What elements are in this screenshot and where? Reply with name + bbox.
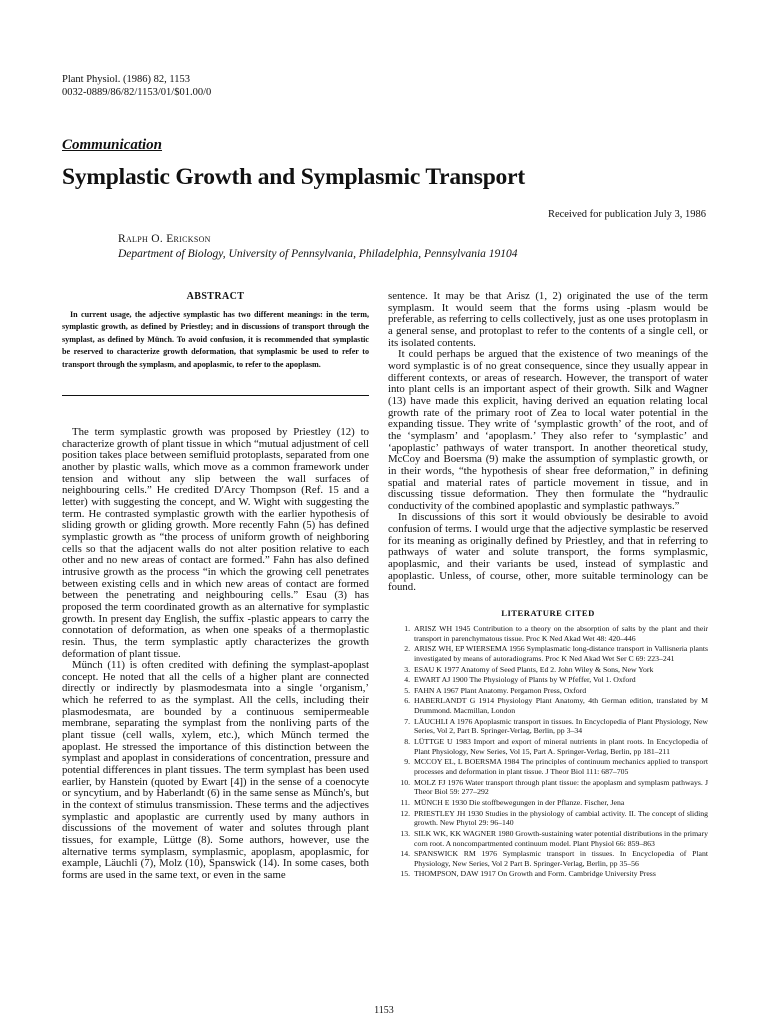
abstract-divider	[62, 395, 369, 396]
reference-item: 13. SILK WK, KK WAGNER 1980 Growth-sustaining water potential distributions in the primary corn root. A noncompartmented continuum model. Plant Physiol 66: 859–863	[400, 828, 708, 848]
reference-item: 3. ESAU K 1977 Anatomy of Seed Plants, Ed 2. John Wiley & Sons, New York	[404, 664, 654, 674]
left-body	[62, 427, 369, 882]
literature-heading: LITERATURE CITED	[501, 608, 595, 619]
received-date: Received for publication July 3, 1986	[547, 209, 706, 220]
abstract-heading: ABSTRACT	[186, 291, 245, 302]
body-paragraph: Münch (11) is often credited with defining the symplast-apoplast concept. He noted that all the cells of a higher plant are connected directly or indirectly by plasmodesmata into a single ‘organism,’ which he referred to as the symplast. All the cells, including their plasmodesmata, are bounded by a continuous semipermeable membrane, separating the symplast from the nonliving parts of the plant tissue (cell walls, xylem, etc.), which Münch termed the apoplast. He stressed the importance of this distinction between the symplast and apoplast in considerations of concentration, pressure and potential differences in plant tissues. The term symplast has been used earlier, by Hanstein (quoted by Ewart [4]) in the sense of a coenocyte or syncytium, and by Haberlandt (6) in the same sense as Münch's, but in the context of stimulus transmission. These terms and the adjectives symplastic and apoplastic are currently used by many authors in discussions of the movement of water and solutes through plant tissues, for example, Lüttge (8). Some authors, however, use the alternative terms symplasm, symplasmic, apoplasm, apoplasmic, for example, Läuchli (7), Molz (10), Spanswick (14). In some cases, both forms are used in the same text, or even in the same	[62, 659, 369, 881]
reference-item: 1. ARISZ WH 1945 Contribution to a theory on the absorption of salts by the plant and their transport in parenchymatous tissue. Proc K Ned Akad Wet 48: 420–446	[404, 624, 708, 643]
abstract-text: In current usage, the adjective symplastic has two different meanings: in the term, symplastic growth, as defined by Priestley; and in discussions of transport through the symplast, as defined by Münch. To avoid confusion, it is recommended that symplastic be reserved to characterize growth deformation, that symplasmic be used to refer to transport through the symplasm, and apoplasmic, to refer to the apoplasm.	[62, 310, 369, 369]
reference-item: 12. PRIESTLEY JH 1930 Studies in the physiology of cambial activity. II. The concept of sliding growth. New Phytol 29: 96–140	[400, 808, 708, 828]
body-paragraph: It could perhaps be argued that the existence of two meanings of the word symplastic is of no great consequence, since they usually appear in different contexts, or areas of research. However, the transport of water into plant cells is an important aspect of their growth. Silk and Wagner (13) have made this explicit, having derived an equation relating local growth rate of the primary root of Zea to local water potential in the expanding tissue. They write of ‘symplastic growth’ of the root, and of the ‘symplasm’ and ‘apoplasm.’ They also refer to ‘symplastic’ and ‘apoplastic’ pathways of water transport. In another theoretical study, McCoy and Boersma (9) make the assumption of symplastic growth, or in their words, “the hypothesis of shear free deformation,” in defining spatial and material rates of particle movement in tissue, and in discussing tissue deformation. They then formulate the “hydraulic conductivity of the combined apoplastic and symplastic pathways.”	[388, 348, 708, 512]
page-number: 1153	[374, 1005, 394, 1016]
reference-item: 2. ARISZ WH, EP WIERSEMA 1956 Symplasmatic long-distance transport in Vallisneria plants investigated by means of autoradiograms. Proc K Ned Akad Wet Ser C 69: 223–241	[404, 644, 708, 664]
body-paragraph: In discussions of this sort it would obviously be desirable to avoid confusion of terms. I would urge that the adjective symplastic be reserved for its meaning as originally defined by Priestley, and that in referring to pathways of water and solute transport, the forms symplasmic, apoplasmic, and their variants be used, instead of symplastic and apoplastic. Unless, of course, other, more suitable terminology can be found.	[388, 511, 708, 594]
left-column	[62, 291, 369, 882]
body-paragraph: The term symplastic growth was proposed by Priestley (12) to characterize growth of plant tissue in which “mutual adjustment of cell position takes place between semifluid protoplasts, separated from one another by plastic walls, which move as a common framework under tension and without any slip between the wall surfaces of neighbouring cells.” He credited D'Arcy Thompson (Ref. 15 and a letter) with suggesting the concept, and W. Wight with suggesting the term. He contrasted symplastic growth with the earlier hypothesis of sliding growth or gliding growth. More recently Fahn (5) has defined symplastic growth as “the process of uniform growth of neighboring cells so that the adjacent walls do not alter position relative to each other and no new areas of contact are formed.” Fahn has also defined intrusive growth as the process “in which the growing cell penetrates between existing cells and in which new areas of contact are formed between the penetrating and neighbouring cells.” Esau (3) has proposed the term coordinated growth as an alternative for symplastic growth. In present day English, the suffix -plastic appears to carry the connotation of deformation, as when one speaks of a thermoplastic resin. Thus, the term symplastic aptly characterizes the growth deformation of plant tissue.	[62, 426, 369, 660]
reference-item: 14. SPANSWICK RM 1976 Symplasmic transport in tissues. In Encyclopedia of Plant Physiology, New Series, Vol 2 Part B. Springer-Verlag, Berlin, pp 35–56	[400, 849, 708, 868]
reference-item: 7. LÄUCHLI A 1976 Apoplasmic transport in tissues. In Encyclopedia of Plant Physiology, New Series, Vol 2, Part B. Springer-Verlag, Berlin, pp 3–34	[404, 716, 708, 736]
author-name: Ralph O. Erickson	[118, 233, 211, 245]
reference-item: 15. THOMPSON, DAW 1917 On Growth and Form. Cambridge University Press	[400, 869, 656, 879]
journal-citation: Plant Physiol. (1986) 82, 1153	[62, 74, 190, 85]
reference-item: 8. LÜTTGE U 1983 Import and export of mineral nutrients in plant roots. In Encyclopedia of Plant Physiology, New Series, Vol 15, Part A. Springer-Verlag, Berlin, pp 181–211	[404, 737, 708, 756]
journal-code: 0032-0889/86/82/1153/01/$01.00/0	[62, 87, 212, 98]
reference-item: 4. EWART AJ 1900 The Physiology of Plants by W Pfeffer, Vol 1. Oxford	[404, 675, 636, 685]
right-column	[388, 291, 708, 880]
reference-item: 6. HABERLANDT G 1914 Physiology Plant Anatomy, 4th German edition, translated by M Drummond. Macmillan, London	[404, 696, 708, 716]
reference-item: 5. FAHN A 1967 Plant Anatomy. Pergamon Press, Oxford	[404, 685, 587, 695]
article-title: Symplastic Growth and Symplasmic Transport	[62, 164, 525, 190]
reference-item: 9. MCCOY EL, L BOERSMA 1984 The principles of continuum mechanics applied to transport processes and deformation in plant tissue. J Theor Biol 111: 687–705	[404, 757, 708, 777]
reference-item: 10. MOLZ FJ 1976 Water transport through plant tissue: the apoplasm and symplasm pathways. J Theor Biol 59: 277–292	[400, 777, 708, 797]
author-affiliation: Department of Biology, University of Pennsylvania, Philadelphia, Pennsylvania 19104	[118, 248, 518, 260]
reference-list	[388, 624, 708, 879]
journal-header	[62, 73, 211, 99]
body-paragraph: sentence. It may be that Arisz (1, 2) originated the use of the term symplasm. It would seem that the forms using -plasm would be preferable, as referring to cells collectively, just as one uses protoplasm in a general sense, and protoplast to refer to the contents of a single cell, or its isolated contents.	[388, 290, 708, 349]
section-label: Communication	[62, 137, 163, 153]
reference-item: 11. MÜNCH E 1930 Die stoffbewegungen in der Pflanze. Fischer, Jena	[400, 797, 625, 807]
